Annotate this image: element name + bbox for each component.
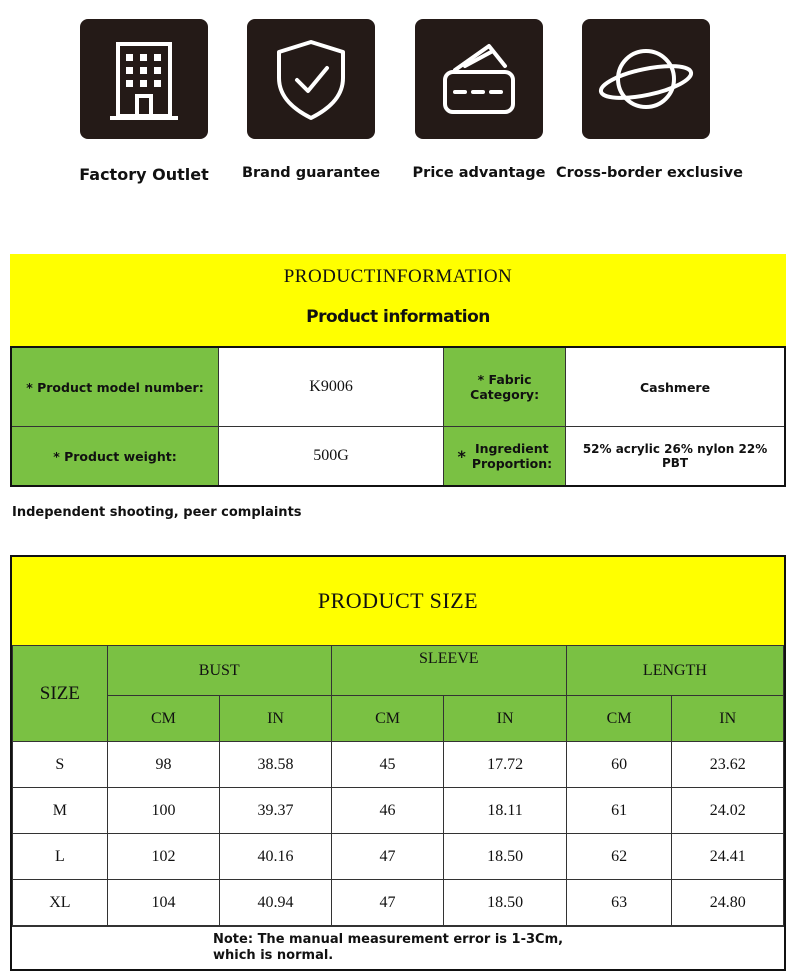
table-cell: 46 — [331, 788, 444, 834]
table-cell: 47 — [331, 834, 444, 880]
planet-icon — [582, 19, 710, 139]
feature-label: Price advantage — [412, 165, 546, 181]
table-cell: 60 — [566, 742, 672, 788]
table-cell: 23.62 — [672, 742, 784, 788]
product-info-banner — [10, 254, 786, 347]
fabric-category-value: Cashmere — [566, 347, 785, 427]
size-cell: M — [13, 788, 108, 834]
table-cell: 47 — [331, 880, 444, 926]
model-number-label: * Product model number: — [11, 347, 218, 427]
table-cell: 17.72 — [444, 742, 567, 788]
table-row — [13, 788, 784, 834]
table-cell: 40.16 — [220, 834, 332, 880]
feature-brand-guarantee — [221, 19, 401, 181]
feature-label: Cross-border exclusive — [556, 165, 743, 181]
unit-header: CM — [107, 696, 220, 742]
product-info-table — [10, 346, 786, 487]
table-cell: 24.41 — [672, 834, 784, 880]
unit-header-row — [13, 696, 784, 742]
unit-header: CM — [566, 696, 672, 742]
table-cell: 104 — [107, 880, 220, 926]
unit-header: CM — [331, 696, 444, 742]
table-cell: 24.80 — [672, 880, 784, 926]
table-cell: 98 — [107, 742, 220, 788]
table-row — [13, 880, 784, 926]
product-weight-value: 500G — [218, 427, 443, 487]
table-cell: 18.50 — [444, 834, 567, 880]
product-weight-label: * Product weight: — [11, 427, 218, 487]
feature-label: Factory Outlet — [79, 165, 209, 184]
table-row — [13, 742, 784, 788]
model-number-value: K9006 — [218, 347, 443, 427]
measurement-note — [12, 926, 784, 969]
feature-row — [0, 0, 800, 200]
size-cell: S — [13, 742, 108, 788]
table-row — [11, 427, 785, 487]
table-cell: 62 — [566, 834, 672, 880]
table-row — [11, 347, 785, 427]
table-cell: 102 — [107, 834, 220, 880]
size-column-header: SIZE — [13, 646, 108, 742]
size-table — [12, 645, 784, 926]
table-cell: 39.37 — [220, 788, 332, 834]
size-cell: L — [13, 834, 108, 880]
table-cell: 18.50 — [444, 880, 567, 926]
table-cell: 61 — [566, 788, 672, 834]
shooting-note: Independent shooting, peer complaints — [12, 505, 302, 520]
sleeve-header: SLEEVE — [331, 646, 566, 696]
table-cell: 40.94 — [220, 880, 332, 926]
table-cell: 18.11 — [444, 788, 567, 834]
size-header-row — [13, 646, 784, 696]
product-info-title: PRODUCTINFORMATION — [283, 266, 513, 287]
length-header: LENGTH — [566, 646, 783, 696]
product-size-title: PRODUCT SIZE — [12, 557, 784, 645]
ingredient-proportion-label — [444, 427, 566, 487]
measurement-note-text: Note: The manual measurement error is 1-3Cm, which is normal. — [213, 932, 564, 963]
ingredient-proportion-value: 52% acrylic 26% nylon 22% PBT — [566, 427, 785, 487]
table-cell: 63 — [566, 880, 672, 926]
unit-header: IN — [220, 696, 332, 742]
table-cell: 45 — [331, 742, 444, 788]
table-cell: 24.02 — [672, 788, 784, 834]
unit-header: IN — [672, 696, 784, 742]
feature-label: Brand guarantee — [241, 165, 381, 181]
product-size-section — [10, 555, 786, 971]
building-icon — [80, 19, 208, 139]
bust-header: BUST — [107, 646, 331, 696]
product-info-subtitle: Product information — [306, 307, 490, 327]
table-row — [13, 834, 784, 880]
size-cell: XL — [13, 880, 108, 926]
ingredient-label-text: Ingredient Proportion: — [471, 441, 553, 471]
feature-cross-border-exclusive — [556, 19, 743, 181]
unit-header: IN — [444, 696, 567, 742]
fabric-category-label: * Fabric Category: — [444, 347, 566, 427]
credit-card-icon — [415, 19, 543, 139]
feature-factory-outlet — [54, 19, 234, 184]
table-cell: 38.58 — [220, 742, 332, 788]
table-cell: 100 — [107, 788, 220, 834]
feature-price-advantage — [389, 19, 569, 181]
required-star: * — [457, 446, 466, 466]
shield-check-icon — [247, 19, 375, 139]
